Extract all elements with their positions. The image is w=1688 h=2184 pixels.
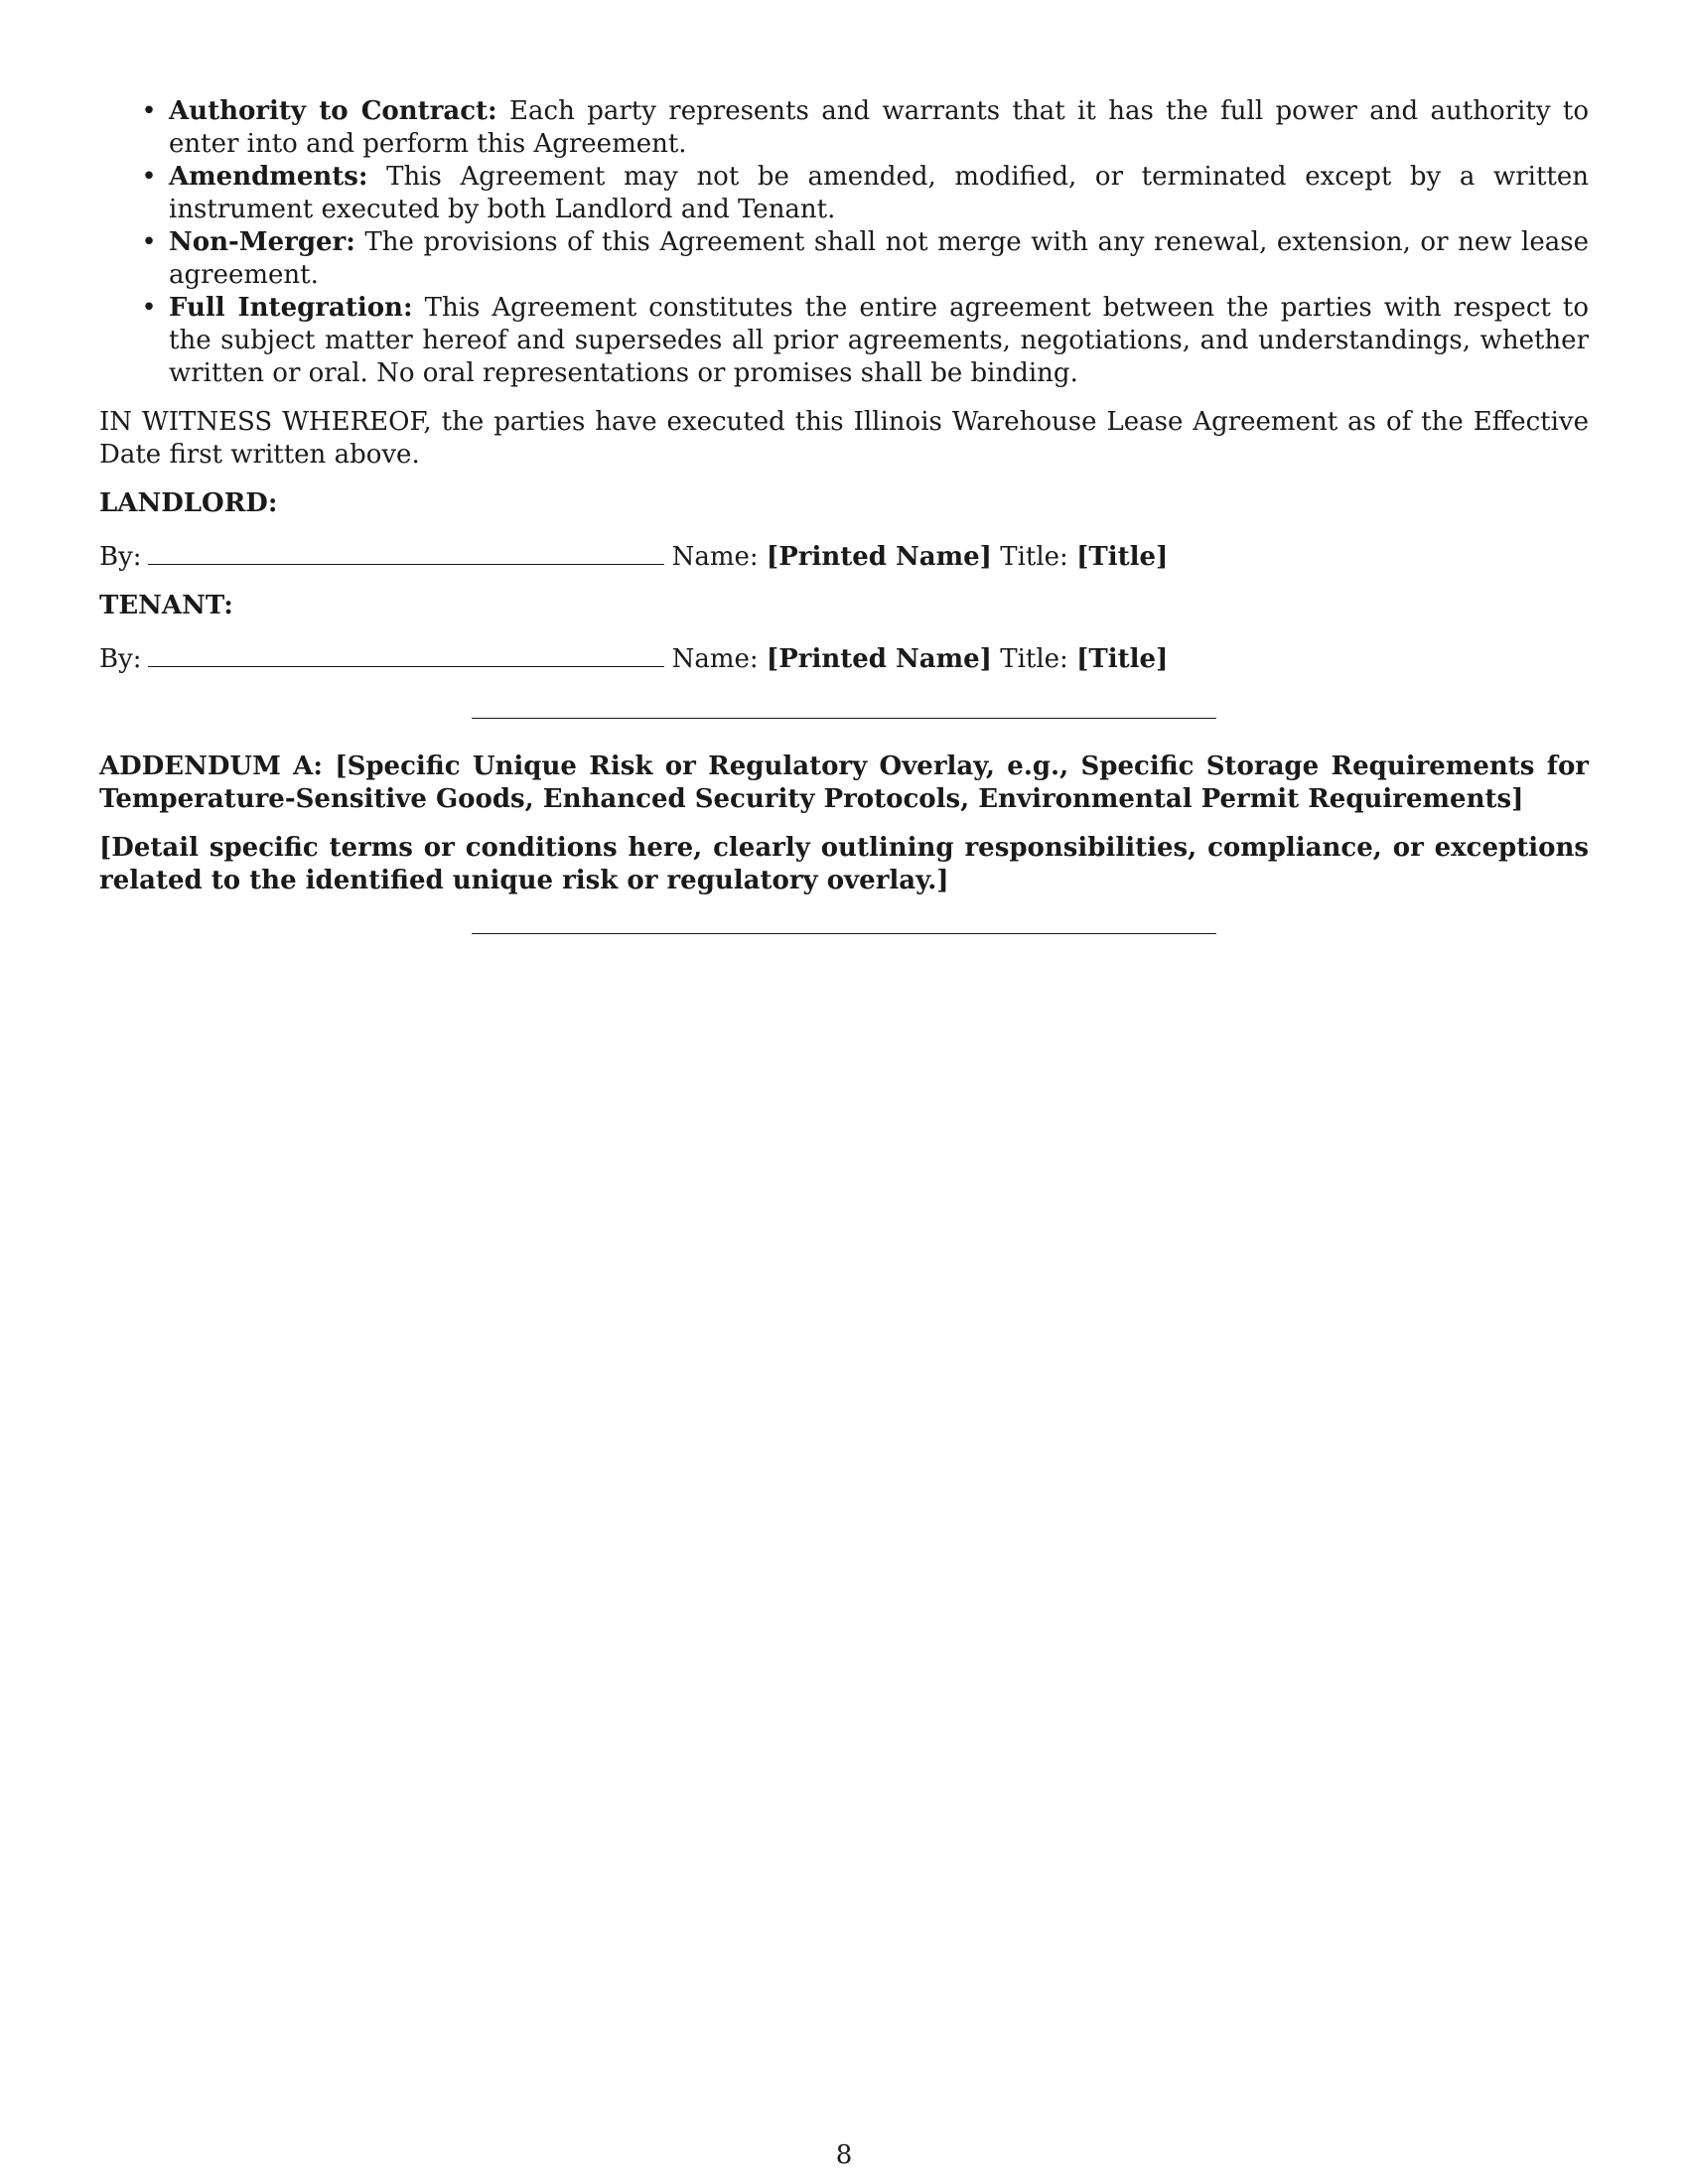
clause-full-integration bbox=[99, 292, 1589, 390]
by-label: By: bbox=[99, 644, 142, 674]
landlord-heading: LANDLORD: bbox=[99, 488, 278, 518]
landlord-signature-line bbox=[99, 536, 1589, 574]
addendum-title: ADDENDUM A: [Specific Unique Risk or Regulatory Overlay, e.g., Specific Storage Requirements for Temperature-Sensitive Goods, Enhanced Security Protocols, Environmental Permit Requirements] bbox=[99, 751, 1589, 814]
bullet-icon: • bbox=[141, 162, 157, 192]
landlord-printed-name: [Printed Name] bbox=[766, 542, 992, 572]
clause-text: Each party represents and warrants that it has the full power and authority to enter into and perform this Agreement. bbox=[169, 96, 1589, 159]
witness-paragraph: IN WITNESS WHEREOF, the parties have executed this Illinois Warehouse Lease Agreement as of the Effective Date first written above. bbox=[99, 407, 1589, 470]
tenant-signature-line bbox=[99, 638, 1589, 676]
tenant-heading: TENANT: bbox=[99, 591, 233, 620]
clause-term: Amendments: bbox=[169, 162, 368, 192]
section-divider bbox=[472, 718, 1216, 719]
clause-list bbox=[99, 95, 1589, 390]
tenant-signature-blank[interactable] bbox=[148, 638, 664, 667]
clause-amendments bbox=[99, 161, 1589, 226]
section-divider-bottom bbox=[472, 933, 1216, 934]
addendum-detail: [Detail specific terms or conditions here, clearly outlining responsibilities, compliance, or exceptions related to the identified unique risk or regulatory overlay.] bbox=[99, 833, 1589, 895]
clause-text: This Agreement constitutes the entire agreement between the parties with respect to the subject matter hereof and supersedes all prior agreements, negotiations, and understandings, whether written or oral. No oral representations or promises shall be binding. bbox=[169, 293, 1589, 388]
name-label: Name: bbox=[671, 542, 759, 572]
clause-term: Authority to Contract: bbox=[169, 96, 497, 126]
by-label: By: bbox=[99, 542, 142, 572]
landlord-title: [Title] bbox=[1076, 542, 1169, 572]
clause-authority bbox=[99, 95, 1589, 161]
bullet-icon: • bbox=[141, 227, 157, 257]
clause-text: The provisions of this Agreement shall not merge with any renewal, extension, or new lease agreement. bbox=[169, 227, 1589, 290]
page-content bbox=[99, 95, 1589, 934]
title-label: Title: bbox=[1000, 542, 1068, 572]
bullet-icon: • bbox=[141, 293, 157, 323]
clause-text: This Agreement may not be amended, modified, or terminated except by a written instrument executed by both Landlord and Tenant. bbox=[169, 162, 1589, 224]
tenant-title: [Title] bbox=[1076, 644, 1169, 674]
page-number: 8 bbox=[835, 2140, 853, 2170]
landlord-signature-blank[interactable] bbox=[148, 536, 664, 565]
name-label: Name: bbox=[671, 644, 759, 674]
clause-term: Full Integration: bbox=[169, 293, 413, 323]
bullet-icon: • bbox=[141, 96, 157, 126]
clause-term: Non-Merger: bbox=[169, 227, 355, 257]
title-label: Title: bbox=[1000, 644, 1068, 674]
clause-non-merger bbox=[99, 226, 1589, 292]
tenant-printed-name: [Printed Name] bbox=[766, 644, 992, 674]
